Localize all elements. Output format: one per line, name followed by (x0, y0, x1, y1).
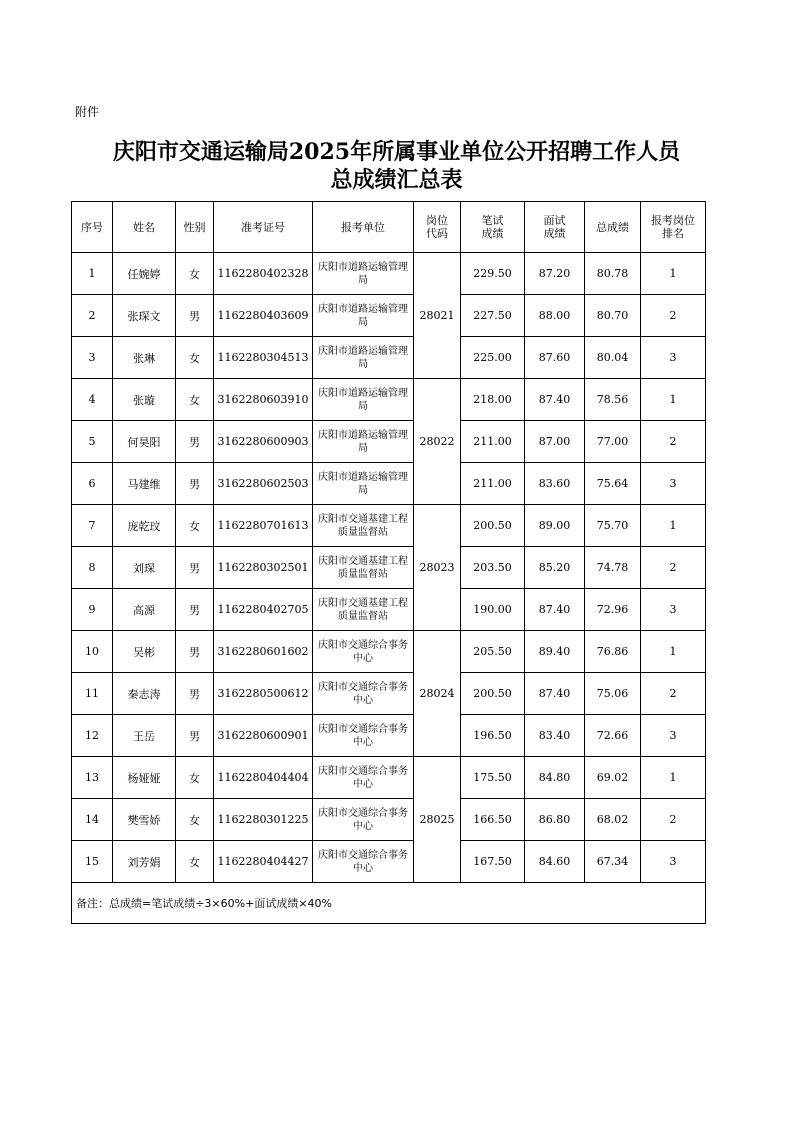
formula-note: 备注：总成绩=笔试成绩÷3×60%+面试成绩×40% (72, 883, 706, 924)
cell-seq: 7 (72, 505, 113, 547)
cell-total: 72.66 (585, 715, 641, 757)
cell-rank: 3 (641, 589, 706, 631)
table-row (72, 715, 706, 757)
cell-name: 张琳 (113, 337, 176, 379)
cell-unit: 庆阳市交通综合事务中心 (313, 715, 414, 757)
cell-gender: 女 (176, 337, 214, 379)
cell-rank: 1 (641, 757, 706, 799)
cell-written: 200.50 (461, 505, 525, 547)
cell-seq: 2 (72, 295, 113, 337)
cell-written: 196.50 (461, 715, 525, 757)
cell-ticket: 3162280603910 (214, 379, 313, 421)
cell-seq: 12 (72, 715, 113, 757)
cell-written: 175.50 (461, 757, 525, 799)
col-header-written: 笔试 成绩 (461, 202, 525, 253)
table-row (72, 295, 706, 337)
table-row (72, 757, 706, 799)
attachment-label: 附件 (75, 105, 100, 119)
cell-written: 227.50 (461, 295, 525, 337)
cell-seq: 9 (72, 589, 113, 631)
cell-written: 166.50 (461, 799, 525, 841)
cell-total: 67.34 (585, 841, 641, 883)
cell-interview: 83.60 (525, 463, 585, 505)
cell-unit: 庆阳市道路运输管理局 (313, 295, 414, 337)
cell-rank: 2 (641, 421, 706, 463)
cell-gender: 男 (176, 547, 214, 589)
cell-gender: 男 (176, 421, 214, 463)
cell-written: 229.50 (461, 253, 525, 295)
cell-ticket: 1162280301225 (214, 799, 313, 841)
cell-total: 80.04 (585, 337, 641, 379)
cell-total: 74.78 (585, 547, 641, 589)
cell-total: 72.96 (585, 589, 641, 631)
cell-total: 75.70 (585, 505, 641, 547)
cell-seq: 1 (72, 253, 113, 295)
cell-gender: 女 (176, 799, 214, 841)
cell-gender: 女 (176, 757, 214, 799)
cell-seq: 5 (72, 421, 113, 463)
cell-total: 80.70 (585, 295, 641, 337)
cell-unit: 庆阳市道路运输管理局 (313, 379, 414, 421)
cell-unit: 庆阳市交通综合事务中心 (313, 799, 414, 841)
cell-total: 68.02 (585, 799, 641, 841)
cell-interview: 88.00 (525, 295, 585, 337)
note-row (72, 883, 706, 924)
cell-unit: 庆阳市交通综合事务中心 (313, 673, 414, 715)
cell-interview: 85.20 (525, 547, 585, 589)
col-header-total: 总成绩 (585, 202, 641, 253)
page-title-line1: 庆阳市交通运输局2025年所属事业单位公开招聘工作人员 (112, 139, 681, 165)
cell-rank: 1 (641, 631, 706, 673)
cell-gender: 男 (176, 589, 214, 631)
cell-interview: 84.80 (525, 757, 585, 799)
cell-name: 杨娅娅 (113, 757, 176, 799)
page-title-line2: 总成绩汇总表 (330, 167, 463, 193)
cell-rank: 2 (641, 295, 706, 337)
cell-total: 78.56 (585, 379, 641, 421)
table-row (72, 631, 706, 673)
col-header-interview: 面试 成绩 (525, 202, 585, 253)
table-row (72, 463, 706, 505)
table-row (72, 673, 706, 715)
col-header-name: 姓名 (113, 202, 176, 253)
cell-name: 吴彬 (113, 631, 176, 673)
cell-interview: 87.40 (525, 379, 585, 421)
cell-rank: 1 (641, 379, 706, 421)
cell-unit: 庆阳市交通综合事务中心 (313, 841, 414, 883)
col-header-rank: 报考岗位 排名 (641, 202, 706, 253)
cell-interview: 89.00 (525, 505, 585, 547)
cell-rank: 3 (641, 337, 706, 379)
cell-interview: 87.00 (525, 421, 585, 463)
cell-written: 200.50 (461, 673, 525, 715)
cell-total: 69.02 (585, 757, 641, 799)
cell-post-code: 28021 (414, 253, 461, 379)
table-row (72, 337, 706, 379)
cell-ticket: 1162280402705 (214, 589, 313, 631)
cell-rank: 1 (641, 253, 706, 295)
cell-post-code: 28025 (414, 757, 461, 883)
cell-ticket: 1162280701613 (214, 505, 313, 547)
cell-interview: 87.40 (525, 673, 585, 715)
cell-rank: 1 (641, 505, 706, 547)
cell-written: 211.00 (461, 463, 525, 505)
col-header-gender: 性别 (176, 202, 214, 253)
cell-written: 190.00 (461, 589, 525, 631)
cell-ticket: 3162280500612 (214, 673, 313, 715)
cell-seq: 6 (72, 463, 113, 505)
cell-name: 王岳 (113, 715, 176, 757)
cell-post-code: 28024 (414, 631, 461, 757)
cell-seq: 4 (72, 379, 113, 421)
cell-ticket: 1162280304513 (214, 337, 313, 379)
cell-interview: 87.40 (525, 589, 585, 631)
cell-total: 77.00 (585, 421, 641, 463)
cell-unit: 庆阳市交通综合事务中心 (313, 757, 414, 799)
cell-ticket: 3162280602503 (214, 463, 313, 505)
cell-name: 马建维 (113, 463, 176, 505)
cell-unit: 庆阳市道路运输管理局 (313, 337, 414, 379)
cell-name: 张琛文 (113, 295, 176, 337)
cell-unit: 庆阳市道路运输管理局 (313, 463, 414, 505)
cell-ticket: 1162280403609 (214, 295, 313, 337)
cell-interview: 84.60 (525, 841, 585, 883)
cell-interview: 89.40 (525, 631, 585, 673)
cell-seq: 3 (72, 337, 113, 379)
cell-name: 刘琛 (113, 547, 176, 589)
cell-name: 高源 (113, 589, 176, 631)
cell-ticket: 3162280601602 (214, 631, 313, 673)
cell-name: 张璇 (113, 379, 176, 421)
cell-ticket: 3162280600903 (214, 421, 313, 463)
cell-unit: 庆阳市交通基建工程质量监督站 (313, 505, 414, 547)
cell-gender: 男 (176, 673, 214, 715)
cell-name: 何昊阳 (113, 421, 176, 463)
cell-rank: 3 (641, 715, 706, 757)
cell-seq: 15 (72, 841, 113, 883)
cell-gender: 男 (176, 631, 214, 673)
cell-rank: 2 (641, 799, 706, 841)
table-row (72, 421, 706, 463)
cell-gender: 女 (176, 253, 214, 295)
cell-seq: 11 (72, 673, 113, 715)
cell-interview: 86.80 (525, 799, 585, 841)
cell-ticket: 1162280402328 (214, 253, 313, 295)
cell-gender: 女 (176, 841, 214, 883)
cell-unit: 庆阳市交通基建工程质量监督站 (313, 547, 414, 589)
cell-rank: 3 (641, 463, 706, 505)
cell-written: 203.50 (461, 547, 525, 589)
cell-post-code: 28023 (414, 505, 461, 631)
header-row (72, 202, 706, 253)
col-header-post-code: 岗位 代码 (414, 202, 461, 253)
cell-rank: 3 (641, 841, 706, 883)
cell-gender: 男 (176, 715, 214, 757)
cell-unit: 庆阳市道路运输管理局 (313, 421, 414, 463)
cell-total: 75.06 (585, 673, 641, 715)
table-row (72, 505, 706, 547)
cell-ticket: 1162280404427 (214, 841, 313, 883)
score-summary-table (71, 201, 706, 924)
cell-interview: 83.40 (525, 715, 585, 757)
col-header-ticket: 准考证号 (214, 202, 313, 253)
cell-ticket: 1162280302501 (214, 547, 313, 589)
cell-ticket: 1162280404404 (214, 757, 313, 799)
cell-rank: 2 (641, 673, 706, 715)
cell-name: 秦志涛 (113, 673, 176, 715)
cell-total: 80.78 (585, 253, 641, 295)
col-header-seq: 序号 (72, 202, 113, 253)
cell-post-code: 28022 (414, 379, 461, 505)
cell-written: 205.50 (461, 631, 525, 673)
cell-written: 218.00 (461, 379, 525, 421)
cell-total: 75.64 (585, 463, 641, 505)
cell-written: 167.50 (461, 841, 525, 883)
cell-written: 211.00 (461, 421, 525, 463)
cell-unit: 庆阳市交通基建工程质量监督站 (313, 589, 414, 631)
table-row (72, 799, 706, 841)
cell-gender: 男 (176, 295, 214, 337)
cell-gender: 女 (176, 379, 214, 421)
cell-name: 任婉婷 (113, 253, 176, 295)
cell-seq: 10 (72, 631, 113, 673)
cell-unit: 庆阳市道路运输管理局 (313, 253, 414, 295)
table-row (72, 547, 706, 589)
cell-gender: 女 (176, 505, 214, 547)
cell-name: 樊雪娇 (113, 799, 176, 841)
cell-name: 庞乾玟 (113, 505, 176, 547)
cell-interview: 87.20 (525, 253, 585, 295)
table-row (72, 379, 706, 421)
table-row (72, 253, 706, 295)
table-row (72, 589, 706, 631)
cell-seq: 8 (72, 547, 113, 589)
cell-ticket: 3162280600901 (214, 715, 313, 757)
cell-rank: 2 (641, 547, 706, 589)
cell-name: 刘芳娟 (113, 841, 176, 883)
cell-seq: 13 (72, 757, 113, 799)
cell-written: 225.00 (461, 337, 525, 379)
cell-seq: 14 (72, 799, 113, 841)
cell-gender: 男 (176, 463, 214, 505)
table-row (72, 841, 706, 883)
cell-interview: 87.60 (525, 337, 585, 379)
cell-total: 76.86 (585, 631, 641, 673)
cell-unit: 庆阳市交通综合事务中心 (313, 631, 414, 673)
col-header-unit: 报考单位 (313, 202, 414, 253)
